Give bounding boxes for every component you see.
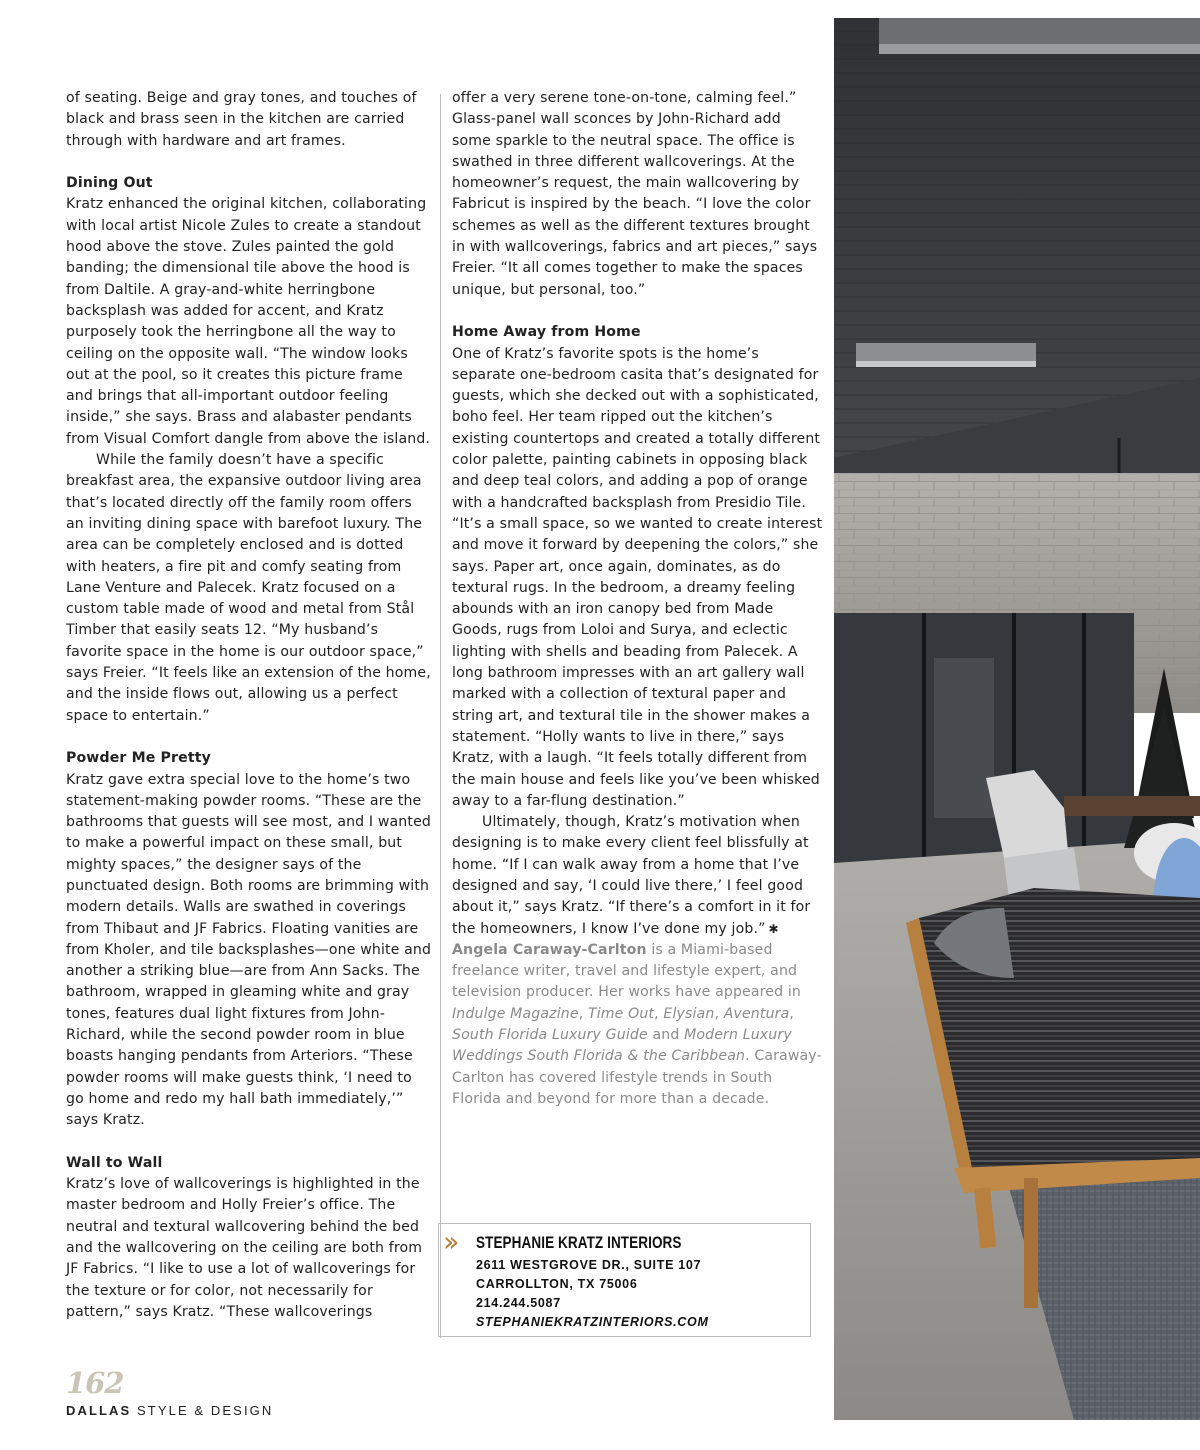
bio-text: . Caraway-Carlton has covered lifestyle trends in South Florida and beyond for more than a decade. [452,1048,822,1107]
bio-text: is a Miami-based freelance writer, travel and lifestyle expert, and television producer. Her works have appeared in [452,941,801,1001]
bio-text: , [654,1005,664,1022]
paragraph-home-2-text: Ultimately, though, Kratz’s motivation when designing is to make every client feel blissfully at home. “If I can walk away from a home that I’ve designed and say, ‘I could live there,’ I feel good about it,” says Kratz. “If there’s a comfort in it for the homeowners, I know I’ve done my job.” [452,814,811,937]
resource-website-link[interactable]: STEPHANIEKRATZINTERIORS.COM [476,1315,709,1329]
bio-publication: Modern Luxury Weddings South Florida & the Caribbean [452,1027,792,1065]
page-number: 162 [66,1366,124,1400]
bio-text: , [789,1005,795,1022]
bio-text: , [578,1005,588,1022]
bio-text: and [647,1027,685,1044]
resource-box [438,1223,811,1337]
bio-publication: Aventura [723,1005,790,1022]
bio-publication: Indulge Magazine [452,1005,579,1022]
paragraph-home-1: One of Kratz’s favorite spots is the home’s separate one-bedroom casita that’s designated for guests, which she decked out with a sophisticated, boho feel. Her team ripped out the kitchen’s existing countertops and created a totally different color palette, painting cabinets in opposing black and deep teal colors, and adding a pop of orange with a handcrafted backsplash from Presidio Tile. “It’s a small space, so we wanted to create interest and move it forward by deepening the colors,” she says. Paper art, once again, dominates, as do textural rugs. In the bedroom, a dreamy feeling abounds with an iron canopy bed from Made Goods, rugs from Loloi and Surya, and eclectic lighting with shells and beading from Palecek. A long bathroom impresses with an art gallery wall marked with a collection of textural paper and string art, and textural tile in the shower makes a statement. “Holly wants to live in there,” says Kratz, with a laugh. “It feels totally different from the main house and feels like you’ve been whisked away to a far-flung destination.” [452,345,823,809]
bio-publication: Time Out [587,1005,655,1022]
end-mark-icon: ✱ [768,921,779,936]
author-name: Angela Caraway-Carlton [452,941,647,958]
paragraph-powder: Kratz gave extra special love to the home’s two statement-making powder rooms. “These are the bathrooms that guests will see most, and I wanted to make a powerful impact on these small, but mighty spaces,” the designer says of the punctuated design. Both rooms are brimming with modern details. Walls are swathed in coverings from Thibaut and JF Fabrics. Floating vanities are from Kholer, and tile backsplashes—one white and another a striking blue—are from Ann Sacks. The bathroom, wrapped in gleaming white and gray tones, features dual light fixtures from John-Richard, while the second powder room in blue boasts hanging pendants from Arteriors. “These powder rooms will make guests think, ‘I need to go home and redo my hall bath immediately,’” says Kratz. [66,771,432,1129]
paragraph-home-2 [452,812,824,940]
resource-address-line-2: CARROLLTON, TX 75006 [476,1277,638,1291]
author-bio [452,940,824,1110]
column-divider [440,94,441,1338]
magazine-name-rest: STYLE & DESIGN [131,1403,274,1418]
resource-company-name: STEPHANIE KRATZ INTERIORS [476,1234,682,1252]
chevron-right-icon: ›› [443,1225,454,1258]
magazine-name-bold: DALLAS [66,1403,132,1418]
bio-publication: South Florida Luxury Guide [452,1027,648,1044]
bio-publication: Elysian [663,1005,715,1022]
resource-address-line-1: 2611 WESTGROVE DR., SUITE 107 [476,1258,702,1272]
magazine-name [66,1403,273,1418]
paragraph-dining-1: Kratz enhanced the original kitchen, collaborating with local artist Nicole Zules to create a standout hood above the stove. Zules painted the gold banding; the dimensional tile above the hood is from Daltile. A gray-and-white herringbone backsplash was added for accent, and Kratz purposely took the herringbone all the way to ceiling on the opposite wall. “The window looks out at the pool, so it creates this picture frame and brings that all-important outdoor feeling inside,” she says. Brass and alabaster pendants from Visual Comfort dangle from above the island. [66,196,431,447]
paragraph-dining-2: While the family doesn’t have a specific breakfast area, the expansive outdoor living area that’s located directly off the family room offers an inviting dining space with barefoot luxury. The area can be completely enclosed and is dotted with heaters, a fire pit and comfy seating from Lane Venture and Palecek. Kratz focused on a custom table made of wood and metal from Stål Timber that easily seats 12. “My husband’s favorite space in the home is our outdoor space,” says Freier. “It feels like an extension of the home, and the inside flows out, allowing us a perfect space to entertain.” [66,452,431,724]
article-column-middle [452,88,824,1110]
paragraph-continued: offer a very serene tone-on-tone, calming feel.” Glass-panel wall sconces by John-Richard add some sparkle to the neutral space. The office is swathed in three different wallcoverings. At the homeowner’s request, the main wallcovering by Fabricut is inspired by the beach. “I love the color schemes as well as the different textures brought in with wallcoverings, fabrics and art pieces,” says Freier. “It all comes together to make the spaces unique, but personal, too.” [452,90,818,298]
outdoor-living-photo [834,18,1200,1420]
photo-illustration [834,18,1200,1420]
resource-phone: 214.244.5087 [476,1296,561,1310]
paragraph-intro: of seating. Beige and gray tones, and touches of black and brass seen in the kitchen are carried through with hardware and art frames. [66,90,417,149]
paragraph-wall: Kratz’s love of wallcoverings is highlighted in the master bedroom and Holly Freier’s office. The neutral and textural wallcovering behind the bed and the wallcovering on the ceiling are both from JF Fabrics. “I like to use a lot of wallcoverings for the texture or for color, not necessarily for pattern,” says Kratz. “These wallcoverings [66,1176,423,1320]
bio-text: , [714,1005,724,1022]
subheading-wall: Wall to Wall [66,1154,163,1171]
subheading-home-away: Home Away from Home [452,324,641,341]
article-column-left [66,88,432,1323]
subheading-dining-out: Dining Out [66,175,153,192]
subheading-powder: Powder Me Pretty [66,750,211,767]
